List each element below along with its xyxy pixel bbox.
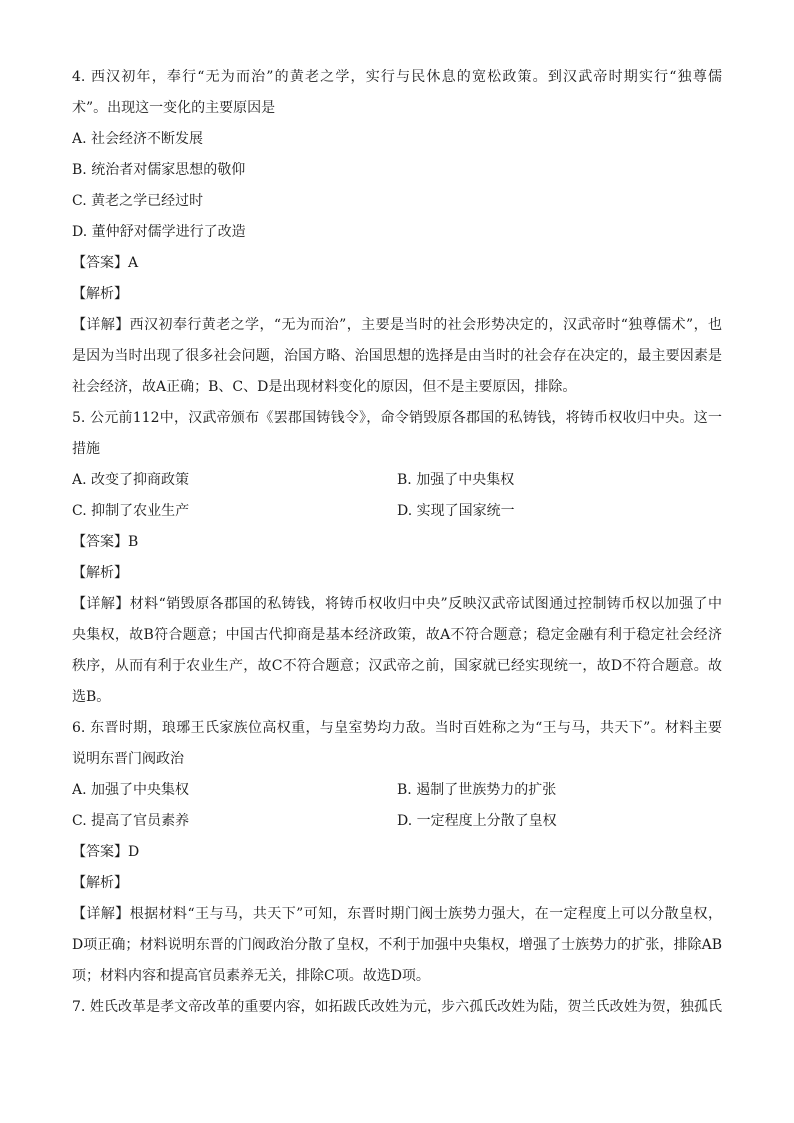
q6-option-a: A. 加强了中央集权	[72, 782, 190, 798]
q4-detail-line-1: 【详解】西汉初奉行黄老之学，“无为而治”，主要是当时的社会形势决定的，汉武帝时“独尊儒术”，也	[72, 317, 722, 333]
q4-detail-line-2: 是因为当时出现了很多社会问题，治国方略、治国思想的选择是由当时的社会存在决定的，最主要因素是	[72, 348, 722, 364]
q4-stem-line-2: 术”。出现这一变化的主要原因是	[72, 100, 276, 116]
q6-analysis-label: 【解析】	[72, 875, 128, 891]
q5-answer: 【答案】B	[72, 534, 139, 550]
q5-option-c: C. 抑制了农业生产	[72, 503, 190, 519]
q6-option-b: B. 遏制了世族势力的扩张	[397, 782, 557, 798]
q4-option-d: D. 董仲舒对儒学进行了改造	[72, 224, 246, 240]
q4-stem-line-1: 4. 西汉初年，奉行“无为而治”的黄老之学，实行与民休息的宽松政策。到汉武帝时期实行“独尊儒	[72, 69, 722, 85]
q6-option-d: D. 一定程度上分散了皇权	[397, 813, 557, 829]
q5-detail-line-1: 【详解】材料“销毁原各郡国的私铸钱，将铸币权收归中央”反映汉武帝试图通过控制铸币权以加强了中	[72, 596, 722, 612]
q7-stem-line-1: 7. 姓氏改革是孝文帝改革的重要内容，如拓跋氏改姓为元，步六孤氏改姓为陆，贺兰氏改姓为贺，独孤氏	[72, 999, 722, 1015]
q6-options-row-2	[72, 806, 722, 837]
q4-option-b: B. 统治者对儒家思想的敬仰	[72, 162, 246, 178]
q5-options-row-2	[72, 496, 722, 527]
q4-analysis-label: 【解析】	[72, 286, 128, 302]
q6-detail-line-3: 项；材料内容和提高官员素养无关，排除C项。故选D项。	[72, 968, 430, 984]
q4-answer: 【答案】A	[72, 255, 139, 271]
q5-option-b: B. 加强了中央集权	[397, 472, 515, 488]
q5-options-row-1	[72, 465, 722, 496]
document-page	[72, 62, 722, 1023]
q6-options-row-1	[72, 775, 722, 806]
q5-detail-line-3: 秩序，从而有利于农业生产，故C不符合题意；汉武帝之前，国家就已经实现统一，故D不符合题意。故	[72, 658, 722, 674]
q5-option-a: A. 改变了抑商政策	[72, 472, 190, 488]
q6-stem-line-1: 6. 东晋时期，琅琊王氏家族位高权重，与皇室势均力敌。当时百姓称之为“王与马，共天下”。材料主要	[72, 720, 722, 736]
q4-option-c: C. 黄老之学已经过时	[72, 193, 204, 209]
q5-stem-line-2: 措施	[72, 441, 100, 457]
q6-detail-line-1: 【详解】根据材料“王与马，共天下”可知，东晋时期门阀士族势力强大，在一定程度上可以分散皇权，	[72, 906, 722, 922]
q6-detail-line-2: D项正确；材料说明东晋的门阀政治分散了皇权，不利于加强中央集权，增强了士族势力的扩张，排除AB	[72, 937, 722, 953]
q5-stem-line-1: 5. 公元前112中，汉武帝颁布《罢郡国铸钱令》，命令销毁原各郡国的私铸钱，将铸币权收归中央。这一	[72, 410, 722, 426]
q5-detail-line-4: 选B。	[72, 689, 111, 705]
q6-answer: 【答案】D	[72, 844, 140, 860]
q6-option-c: C. 提高了官员素养	[72, 813, 190, 829]
q6-stem-line-2: 说明东晋门阀政治	[72, 751, 184, 767]
q5-analysis-label: 【解析】	[72, 565, 128, 581]
q4-detail-line-3: 社会经济，故A正确；B、C、D是出现材料变化的原因，但不是主要原因，排除。	[72, 379, 577, 395]
q5-option-d: D. 实现了国家统一	[397, 503, 515, 519]
q4-option-a: A. 社会经济不断发展	[72, 131, 204, 147]
q5-detail-line-2: 央集权，故B符合题意；中国古代抑商是基本经济政策，故A不符合题意；稳定金融有利于稳定社会经济	[72, 627, 722, 643]
